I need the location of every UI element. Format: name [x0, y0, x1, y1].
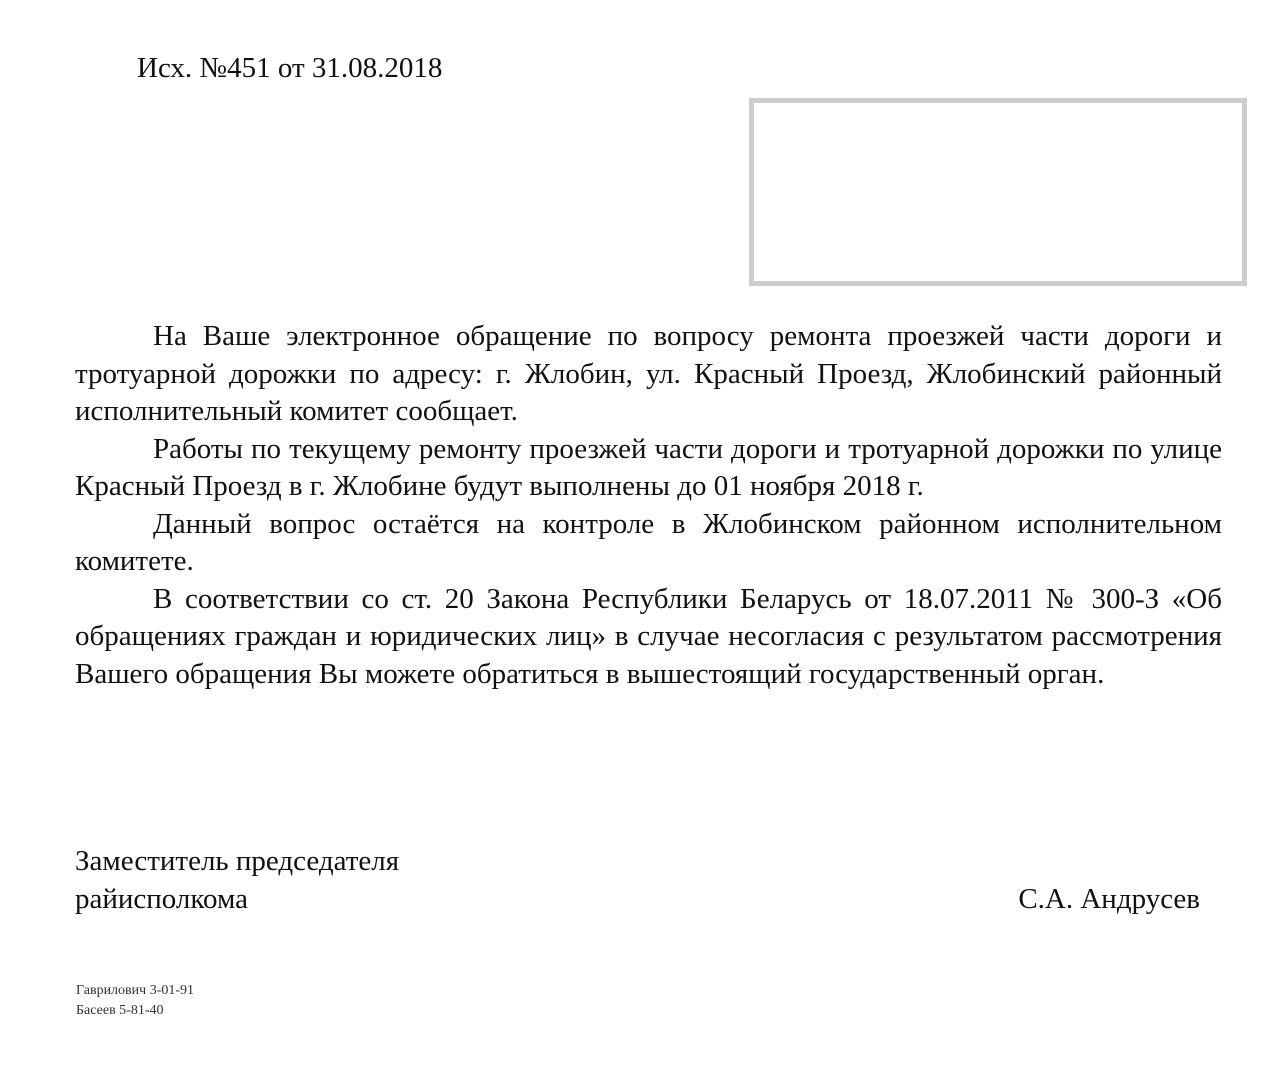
paragraph-law: В соответствии со ст. 20 Закона Республики Беларусь от 18.07.2011 № 300-З «Об обращениях граждан и юридических лиц» в случае несогласия с результатом рассмотрения Вашего обращения Вы можете обратиться в вышестоящий государственный орган. [75, 582, 1222, 690]
signature-block [75, 842, 1200, 918]
letter-body [75, 318, 1222, 693]
paragraph-control: Данный вопрос остаётся на контроле в Жлобинском районном исполнительном комитете. [75, 507, 1222, 577]
recipient-address-box [749, 98, 1247, 286]
contact-line: Басеев 5-81-40 [76, 1003, 164, 1018]
signer-name: С.А. Андрусев [1018, 883, 1200, 915]
paragraph-appeal: На Ваше электронное обращение по вопросу ремонта проезжей части дороги и тротуарной дорожки по адресу: г. Жлобин, ул. Красный Проезд, Жлобинский районный исполнительный комитет сообщает. [75, 320, 1222, 427]
executor-contacts [76, 981, 194, 1021]
signer-position-line2: райисполкома [75, 883, 248, 915]
signer-position-line1: Заместитель председателя [75, 845, 400, 877]
paragraph-works: Работы по текущему ремонту проезжей части дороги и тротуарной дорожки по улице Красный Проезд в г. Жлобине будут выполнены до 01 ноября 2018 г. [75, 432, 1222, 502]
outgoing-reference: Исх. №451 от 31.08.2018 [137, 52, 443, 84]
contact-line: Гаврилович 3-01-91 [76, 983, 195, 998]
